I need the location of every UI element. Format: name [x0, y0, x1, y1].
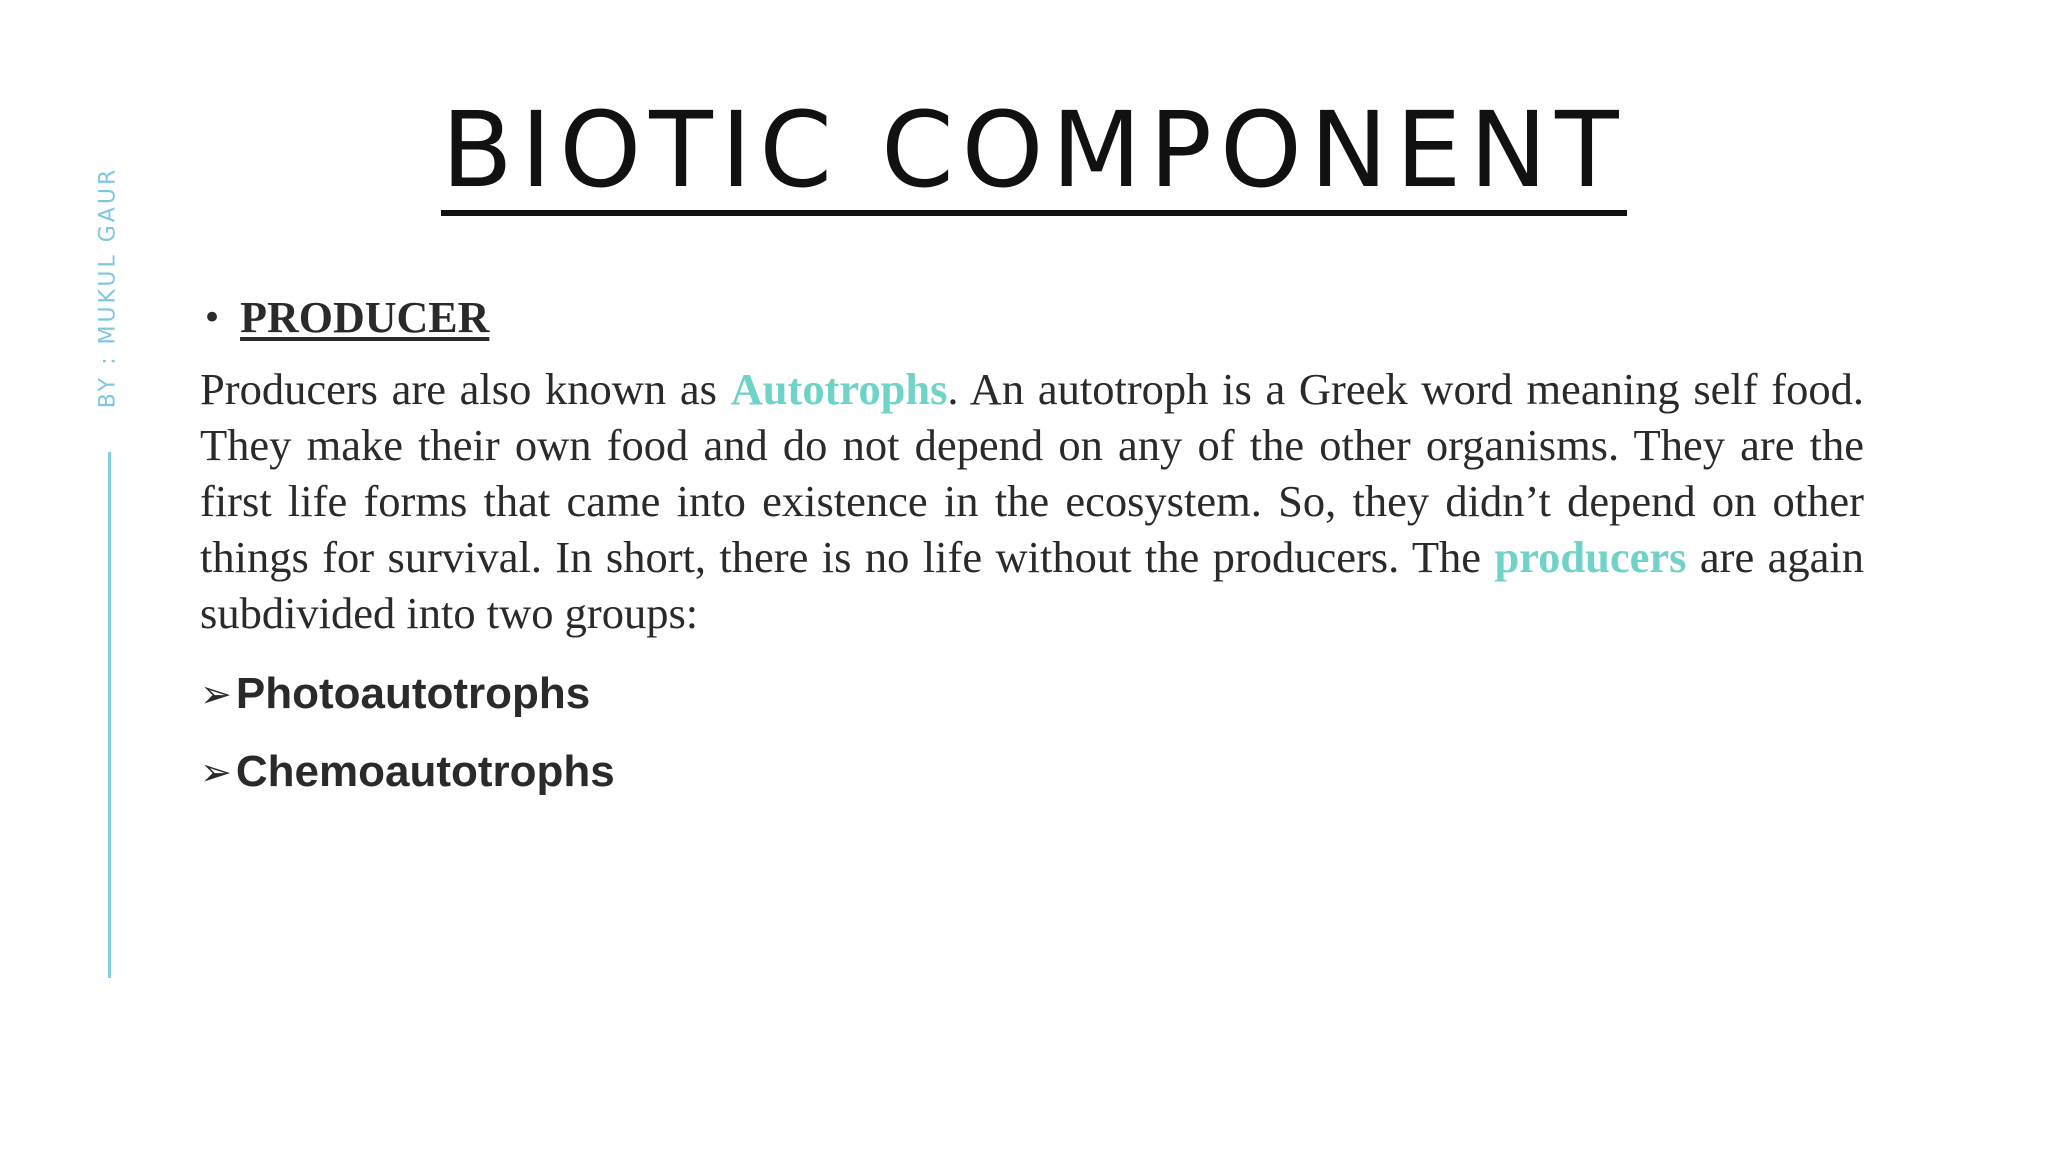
list-item-label: Chemoautotrophs	[235, 747, 615, 796]
bullet-dot-icon: •	[202, 297, 223, 338]
side-divider-line	[108, 452, 111, 978]
slide-title-text: BIOTIC COMPONENT	[441, 98, 1626, 216]
list-item	[200, 655, 1864, 733]
arrow-bullet-icon: ➢	[200, 672, 232, 716]
section-heading	[200, 292, 1864, 343]
section-heading-text: PRODUCER	[240, 293, 490, 342]
author-text: BY : MUKUL GAUR	[95, 166, 121, 409]
paragraph-part-2: . An autotroph is a Greek word meaning self food. They make their own food and do not depend on any of the other organisms. They are the first life forms that came into existence in the ecosystem. So, they didn’t depend on other things for survival. In short, there is no life without the producers. The	[200, 364, 1865, 582]
section-paragraph	[200, 361, 1864, 641]
arrow-bullet-icon: ➢	[200, 750, 232, 794]
slide-title	[0, 89, 2048, 216]
highlight-autotrophs: Autotrophs	[730, 364, 948, 414]
paragraph-part-1: Producers are also known as	[200, 364, 731, 414]
list-item	[200, 733, 1864, 811]
list-item-label: Photoautotrophs	[235, 669, 591, 718]
subgroup-list	[200, 655, 1864, 811]
highlight-producers: producers	[1494, 532, 1687, 582]
content-body	[200, 292, 1864, 811]
paragraph-part-3: are again subdivided into two groups:	[200, 532, 1864, 638]
